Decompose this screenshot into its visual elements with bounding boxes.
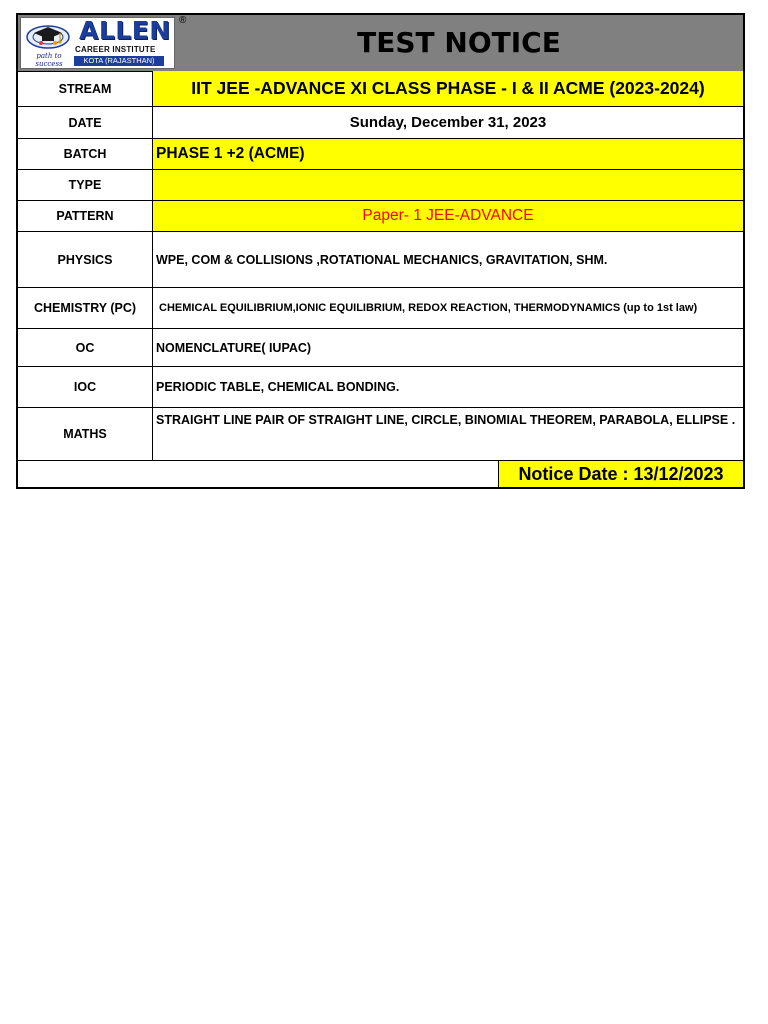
row-type — [18, 170, 743, 201]
row-label: BATCH — [18, 139, 153, 169]
row-label: OC — [18, 329, 153, 366]
date-value: Sunday, December 31, 2023 — [349, 114, 547, 131]
row-batch — [18, 139, 743, 170]
row-label: TYPE — [18, 170, 153, 200]
physics-value: WPE, COM & COLLISIONS ,ROTATIONAL MECHANICS, GRAVITATION, SHM. — [156, 252, 608, 267]
logo-subtitle: CAREER INSTITUTE — [75, 45, 156, 54]
row-stream — [18, 71, 743, 107]
stream-value: IIT JEE -ADVANCE XI CLASS PHASE - I & II ACME (2023-2024) — [153, 71, 743, 106]
row-oc — [18, 329, 743, 367]
allen-logo — [20, 17, 175, 69]
logo-location: KOTA (RAJASTHAN) — [74, 56, 164, 66]
batch-value: PHASE 1 +2 (ACME) — [153, 139, 743, 169]
logo-name: ALLEN — [79, 16, 171, 45]
footer — [18, 461, 743, 487]
row-label: STREAM — [18, 71, 153, 106]
logo-tagline: path to success — [35, 52, 63, 68]
row-label: PHYSICS — [18, 232, 153, 287]
test-notice-sheet — [16, 13, 745, 489]
ioc-value: PERIODIC TABLE, CHEMICAL BONDING. — [156, 380, 400, 394]
registered-mark: ® — [179, 15, 187, 26]
notice-date: Notice Date : 13/12/2023 — [498, 461, 743, 487]
row-label: IOC — [18, 367, 153, 407]
row-label: MATHS — [18, 408, 153, 460]
row-label: CHEMISTRY (PC) — [18, 288, 153, 328]
row-date — [18, 107, 743, 139]
row-chemistry-pc — [18, 288, 743, 329]
oc-value: NOMENCLATURE( IUPAC) — [156, 340, 312, 355]
page-title: TEST NOTICE — [357, 26, 561, 59]
pattern-value: Paper- 1 JEE-ADVANCE — [153, 201, 743, 231]
row-label: PATTERN — [18, 201, 153, 231]
maths-value: STRAIGHT LINE PAIR OF STRAIGHT LINE, CIRCLE, BINOMIAL THEOREM, PARABOLA, ELLIPSE . — [156, 413, 736, 427]
header — [18, 15, 743, 72]
row-ioc — [18, 367, 743, 408]
chemistry-pc-value: CHEMICAL EQUILIBRIUM,IONIC EQUILIBRIUM, REDOX REACTION, THERMODYNAMICS (up to 1st law) — [159, 302, 698, 314]
graduation-cap-icon — [25, 20, 71, 50]
row-pattern — [18, 201, 743, 232]
row-physics — [18, 232, 743, 288]
row-label: DATE — [18, 107, 153, 138]
type-value — [153, 170, 743, 200]
row-maths — [18, 408, 743, 461]
